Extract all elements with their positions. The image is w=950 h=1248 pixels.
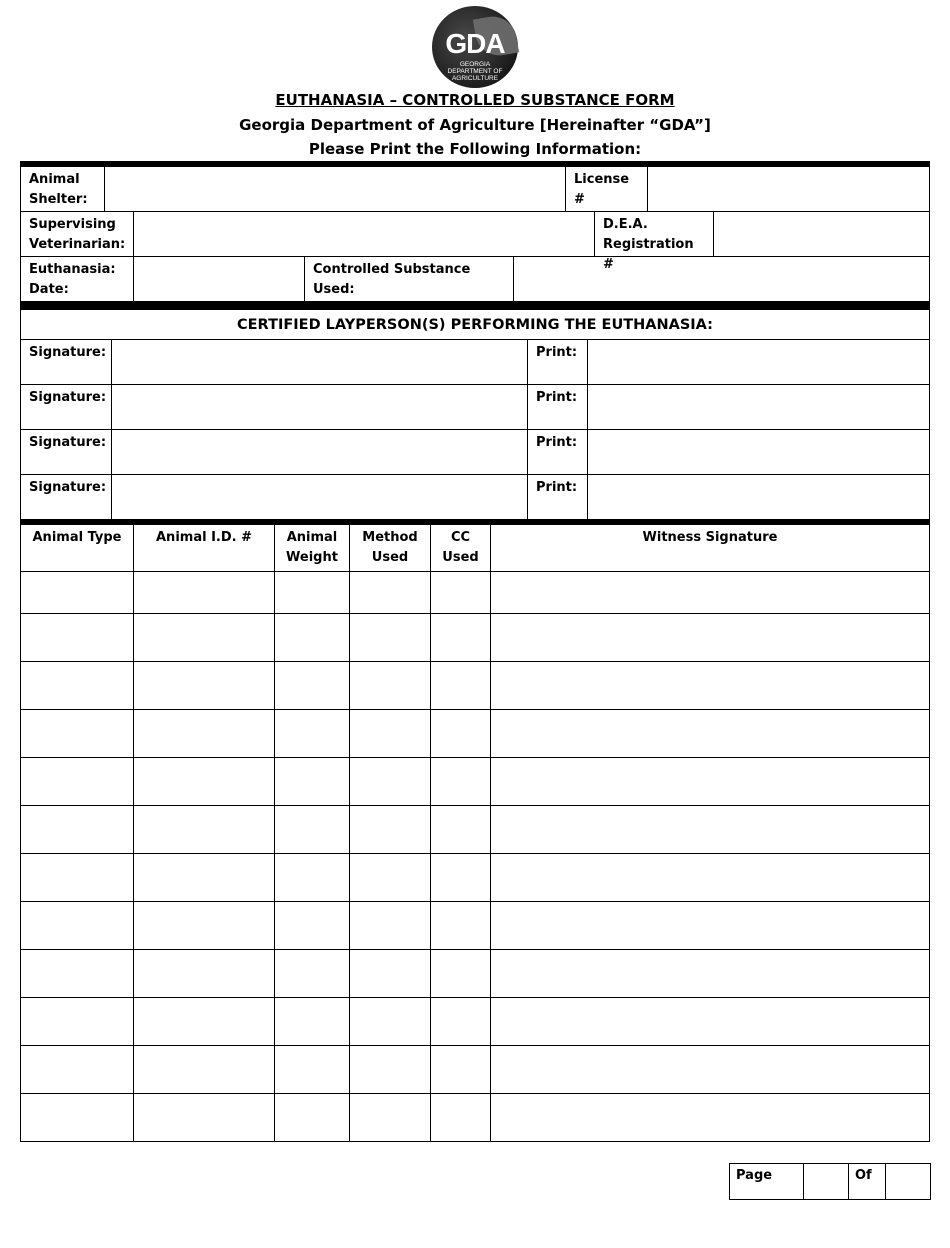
signature-field[interactable] <box>112 475 528 519</box>
column-header: CC Used <box>431 525 491 571</box>
table-cell[interactable] <box>350 1046 431 1093</box>
table-cell[interactable] <box>431 950 491 997</box>
table-cell[interactable] <box>350 998 431 1045</box>
of-label: Of <box>849 1164 886 1199</box>
table-cell[interactable] <box>21 662 134 709</box>
signature-field[interactable] <box>112 340 528 384</box>
table-cell[interactable] <box>275 902 350 949</box>
layperson-row <box>20 340 930 385</box>
table-cell[interactable] <box>134 710 275 757</box>
page-counter <box>729 1163 931 1200</box>
form-instruction: Please Print the Following Information: <box>308 140 642 158</box>
table-cell[interactable] <box>350 1094 431 1141</box>
table-cell[interactable] <box>350 950 431 997</box>
column-header: Animal Weight <box>275 525 350 571</box>
license-field[interactable] <box>648 167 929 211</box>
table-cell[interactable] <box>275 710 350 757</box>
table-cell[interactable] <box>21 806 134 853</box>
veterinarian-row <box>20 212 930 272</box>
section-rule <box>20 302 930 310</box>
table-cell[interactable] <box>431 1046 491 1093</box>
table-cell[interactable] <box>21 1046 134 1093</box>
table-cell[interactable] <box>134 1094 275 1141</box>
table-row <box>20 758 930 806</box>
table-cell[interactable] <box>350 572 431 613</box>
table-row <box>20 1094 930 1142</box>
table-cell[interactable] <box>21 998 134 1045</box>
table-cell[interactable] <box>134 998 275 1045</box>
table-cell[interactable] <box>134 902 275 949</box>
table-cell[interactable] <box>350 758 431 805</box>
table-cell[interactable] <box>275 1094 350 1141</box>
table-cell[interactable] <box>491 662 929 709</box>
table-cell[interactable] <box>491 950 929 997</box>
laypersons-heading: CERTIFIED LAYPERSON(S) PERFORMING THE EUTHANASIA: <box>20 310 930 340</box>
laypersons-rows <box>20 340 930 520</box>
print-field[interactable] <box>588 430 929 474</box>
table-cell[interactable] <box>431 758 491 805</box>
table-cell[interactable] <box>350 614 431 661</box>
table-cell[interactable] <box>134 854 275 901</box>
table-cell[interactable] <box>431 710 491 757</box>
table-cell[interactable] <box>275 806 350 853</box>
table-cell[interactable] <box>275 854 350 901</box>
table-cell[interactable] <box>275 950 350 997</box>
table-cell[interactable] <box>275 1046 350 1093</box>
table-cell[interactable] <box>491 806 929 853</box>
table-row <box>20 998 930 1046</box>
table-cell[interactable] <box>431 662 491 709</box>
animal-shelter-label: Animal Shelter: <box>21 167 105 211</box>
print-field[interactable] <box>588 385 929 429</box>
table-row <box>20 1046 930 1094</box>
table-row <box>20 902 930 950</box>
print-field[interactable] <box>588 340 929 384</box>
euthanasia-date-label: Euthanasia: Date: <box>21 257 134 301</box>
table-cell[interactable] <box>134 950 275 997</box>
column-header: Witness Signature <box>642 530 778 545</box>
table-cell[interactable] <box>431 806 491 853</box>
table-cell[interactable] <box>491 758 929 805</box>
table-cell[interactable] <box>134 1046 275 1093</box>
supervising-vet-field[interactable] <box>134 212 595 256</box>
table-cell[interactable] <box>491 710 929 757</box>
column-header: Animal I.D. # <box>134 525 275 571</box>
signature-label: Signature: <box>21 340 112 384</box>
print-label: Print: <box>528 385 588 429</box>
table-cell[interactable] <box>431 854 491 901</box>
table-cell[interactable] <box>350 806 431 853</box>
table-cell[interactable] <box>431 902 491 949</box>
table-row <box>20 710 930 758</box>
dea-label: D.E.A. Registration # <box>595 212 714 256</box>
table-cell[interactable] <box>21 710 134 757</box>
table-row <box>20 950 930 998</box>
table-cell[interactable] <box>275 998 350 1045</box>
table-cell[interactable] <box>431 572 491 613</box>
gda-logo <box>432 6 518 88</box>
signature-label: Signature: <box>21 475 112 519</box>
table-cell[interactable] <box>134 806 275 853</box>
table-cell[interactable] <box>275 662 350 709</box>
table-row <box>20 614 930 662</box>
table-cell[interactable] <box>350 902 431 949</box>
animal-shelter-field[interactable] <box>105 167 566 211</box>
log-table-header <box>20 525 930 572</box>
table-row <box>20 806 930 854</box>
table-cell[interactable] <box>134 572 275 613</box>
table-cell[interactable] <box>350 662 431 709</box>
table-cell[interactable] <box>21 572 134 613</box>
print-label: Print: <box>528 340 588 384</box>
shelter-row <box>20 167 930 212</box>
table-cell[interactable] <box>350 710 431 757</box>
euthanasia-date-field[interactable] <box>134 257 305 301</box>
logo-subtitle: GEORGIA DEPARTMENT OF AGRICULTURE <box>447 61 503 82</box>
page-label: Page <box>730 1164 804 1199</box>
page-number-field[interactable] <box>804 1164 849 1199</box>
table-cell[interactable] <box>21 902 134 949</box>
table-cell[interactable] <box>491 998 929 1045</box>
table-cell[interactable] <box>21 1094 134 1141</box>
table-cell[interactable] <box>275 758 350 805</box>
table-row <box>20 854 930 902</box>
print-label: Print: <box>528 475 588 519</box>
controlled-substance-field[interactable] <box>514 257 929 301</box>
layperson-row <box>20 385 930 430</box>
table-cell[interactable] <box>491 1046 929 1093</box>
table-cell[interactable] <box>134 662 275 709</box>
table-cell[interactable] <box>491 1094 929 1141</box>
table-cell[interactable] <box>134 758 275 805</box>
table-row <box>20 572 930 614</box>
table-cell[interactable] <box>134 614 275 661</box>
signature-label: Signature: <box>21 430 112 474</box>
print-field[interactable] <box>588 475 929 519</box>
table-cell[interactable] <box>350 854 431 901</box>
euthanasia-form <box>20 161 930 1142</box>
logo-text: GDA <box>445 28 505 59</box>
layperson-row <box>20 475 930 520</box>
log-table-body <box>20 572 930 1142</box>
table-cell[interactable] <box>275 572 350 613</box>
table-cell[interactable] <box>491 572 929 613</box>
table-cell[interactable] <box>21 614 134 661</box>
form-subtitle: Georgia Department of Agriculture [Hereinafter “GDA”] <box>239 116 711 134</box>
dea-field[interactable] <box>714 212 929 256</box>
table-cell[interactable] <box>431 614 491 661</box>
layperson-row <box>20 430 930 475</box>
table-row <box>20 662 930 710</box>
form-title: EUTHANASIA – CONTROLLED SUBSTANCE FORM <box>275 91 675 109</box>
table-cell[interactable] <box>21 950 134 997</box>
supervising-vet-label: Supervising Veterinarian: <box>21 212 134 256</box>
table-cell[interactable] <box>431 1094 491 1141</box>
column-header: Animal Type <box>21 525 134 571</box>
table-cell[interactable] <box>21 854 134 901</box>
column-header: Method Used <box>350 525 431 571</box>
table-cell[interactable] <box>491 614 929 661</box>
table-cell[interactable] <box>491 902 929 949</box>
date-row <box>20 257 930 302</box>
table-cell[interactable] <box>491 854 929 901</box>
signature-field[interactable] <box>112 385 528 429</box>
table-cell[interactable] <box>431 998 491 1045</box>
print-label: Print: <box>528 430 588 474</box>
signature-label: Signature: <box>21 385 112 429</box>
page-total-field[interactable] <box>886 1164 930 1199</box>
controlled-substance-label: Controlled Substance Used: <box>305 257 514 301</box>
table-cell[interactable] <box>275 614 350 661</box>
table-cell[interactable] <box>21 758 134 805</box>
license-label: License # <box>566 167 648 211</box>
signature-field[interactable] <box>112 430 528 474</box>
